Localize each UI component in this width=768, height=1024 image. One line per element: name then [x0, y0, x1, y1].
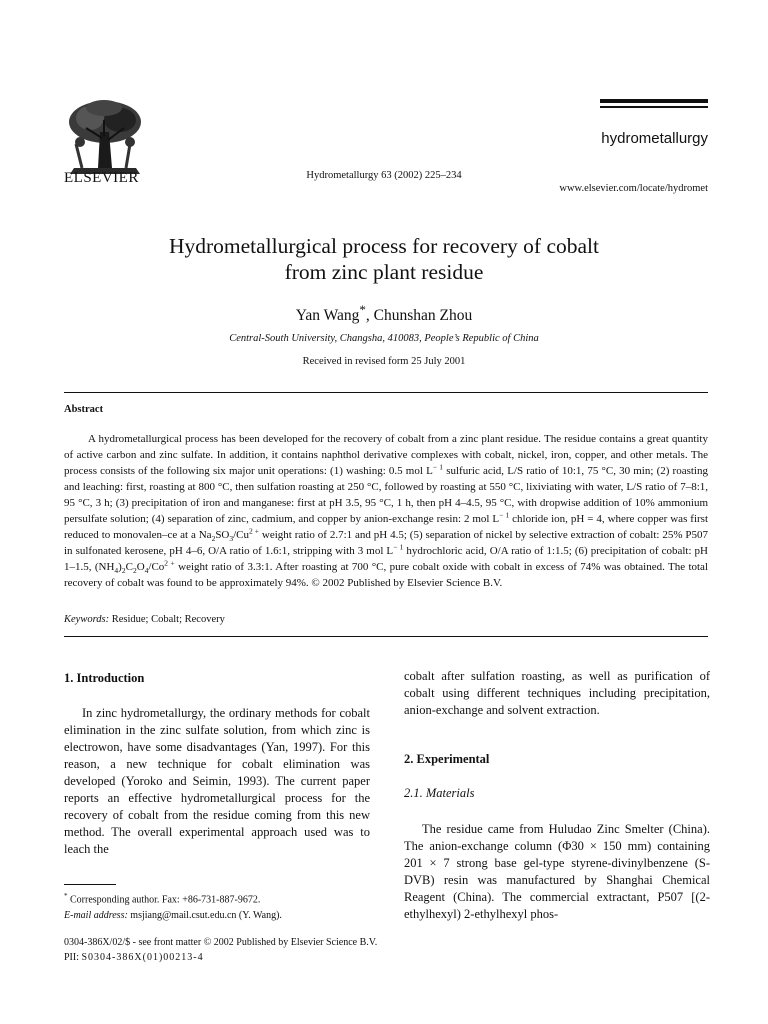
received-date: Received in revised form 25 July 2001 — [302, 356, 466, 367]
pii-line: PII: S0304-386X(01)00213-4 — [64, 952, 204, 963]
introduction-paragraph: In zinc hydrometallurgy, the ordinary methods for cobalt elimination in the zinc sulfate solution, from which zinc is electrowon, have some disadvantages (Yan, 1997). For this reason, a new technique for cobalt elimination was developed (Yoroko and Seimin, 1993). The current paper reports an effective hydrometallurgical process for the recovery of cobalt from the residue coming from this new method. The overall experimental approach used was to leach the — [64, 706, 370, 856]
materials-paragraph: The residue came from Huludao Zinc Smelter (China). The anion-exchange column (Φ30 × 150 mm) containing 201 × 7 strong base gel-type styrene-divinylbenzene (S-DVB) resin was manufactured by Shanghai Chemical Reagent (China). The commercial extractant, P507 [(2-ethylhexyl) 2-ethylhexyl phos- — [404, 822, 710, 921]
left-column — [64, 670, 370, 858]
header-rule-thick — [600, 99, 708, 103]
article-title — [0, 233, 768, 285]
publisher-name: ELSEVIER — [64, 170, 139, 186]
author-1: Yan Wang — [295, 307, 360, 325]
footnote — [64, 888, 370, 924]
abstract-heading: Abstract — [64, 404, 104, 415]
keywords-values: Residue; Cobalt; Recovery — [109, 614, 225, 625]
header-rule-thin — [600, 106, 708, 108]
divider-bottom — [64, 636, 708, 637]
pii-value: S0304-386X(01)00213-4 — [81, 952, 204, 963]
abstract-body: A hydrometallurgical process has been developed for the recovery of cobalt from a zinc plant residue. The residue contains a great quantity of active carbon and zinc sulfate. In addition, it contains naphthol derivative complexes with cobalt, nickel, iron, copper, and other metals. The process consists of the following six major unit operations: (1) washing: 0.5 mol $L^{- 1}$ sulfuric acid, L/S ratio of 10:1, 75 °C, 30 min; (2) roasting and leaching: first, roasting at 800 °C, then sulfation roasting at 250 °C, followed by roasting at 550 °C, lixiviating with water, L/S ratio of 7–8:1, 95 °C, 3 h; (3) precipitation of iron and manganese: first at pH 3.5, 95 °C, 1 h, then pH 4–4.5, 95 °C, with dropwise addition of 10% ammonium persulfate solution; (4) separation of zinc, cadmium, and copper by anion-exchange resin: 2 mol $L^{- 1}$ chloride ion, pH = 4, where copper was first reduced to monovalen–ce at a $Na_2SO_3/Cu^{2 +}$ weight ratio of 2.7:1 and pH 4.5; (5) separation of nickel by selective extraction of cobalt: 25% P507 in sulfonated kerosene, pH 4–6, O/A ratio of 1.6:1, stripping with 3 mol $L^{- 1}$ hydrochloric acid, O/A ratio of 1:1.5; (6) precipitation of cobalt: pH 1–1.5, $(NH_4)_2C_2O_4/Co^{2 +}$ weight ratio of 3.3:1. After roasting at 700 °C, pure cobalt oxide with cobalt in excess of 74% was obtained. The total recovery of cobalt was found to be approximately 94%. © 2002 Published by Elsevier Science B.V. — [64, 433, 709, 589]
author-2: , Chunshan Zhou — [365, 307, 473, 325]
corresponding-mark: * — [359, 302, 366, 317]
experimental-heading: 2. Experimental — [404, 752, 490, 766]
author-list — [0, 302, 768, 325]
divider-top — [64, 392, 708, 393]
title-line-2: from zinc plant residue — [284, 260, 484, 284]
keywords-label: Keywords: — [64, 614, 110, 625]
right-column — [404, 668, 710, 923]
corresponding-author-note: * Corresponding author. Fax: +86-731-887-9672. — [64, 892, 261, 906]
email-note: E-mail address: msjiang@mail.csut.edu.cn (Y. Wang). — [64, 910, 282, 922]
email-link[interactable]: msjiang@mail.csut.edu.cn (Y. Wang). — [127, 910, 282, 922]
introduction-heading: 1. Introduction — [64, 671, 145, 685]
journal-citation: Hydrometallurgy 63 (2002) 225–234 — [306, 170, 462, 181]
journal-url-link[interactable]: www.elsevier.com/locate/hydromet — [559, 183, 708, 194]
keywords — [64, 614, 225, 625]
materials-heading: 2.1. Materials — [404, 786, 475, 800]
copyright-line: 0304-386X/02/$ - see front matter © 2002 Published by Elsevier Science B.V. — [64, 937, 378, 948]
footnote-rule — [64, 884, 116, 885]
affiliation: Central-South University, Changsha, 410083, People’s Republic of China — [229, 333, 539, 344]
journal-name: hydrometallurgy — [601, 130, 708, 147]
front-matter — [64, 935, 377, 965]
continued-paragraph: cobalt after sulfation roasting, as well as purification of cobalt using different techniques including precipitation, anion-exchange and solvent extraction. — [404, 669, 710, 717]
title-line-1: Hydrometallurgical process for recovery of cobalt — [168, 234, 600, 258]
